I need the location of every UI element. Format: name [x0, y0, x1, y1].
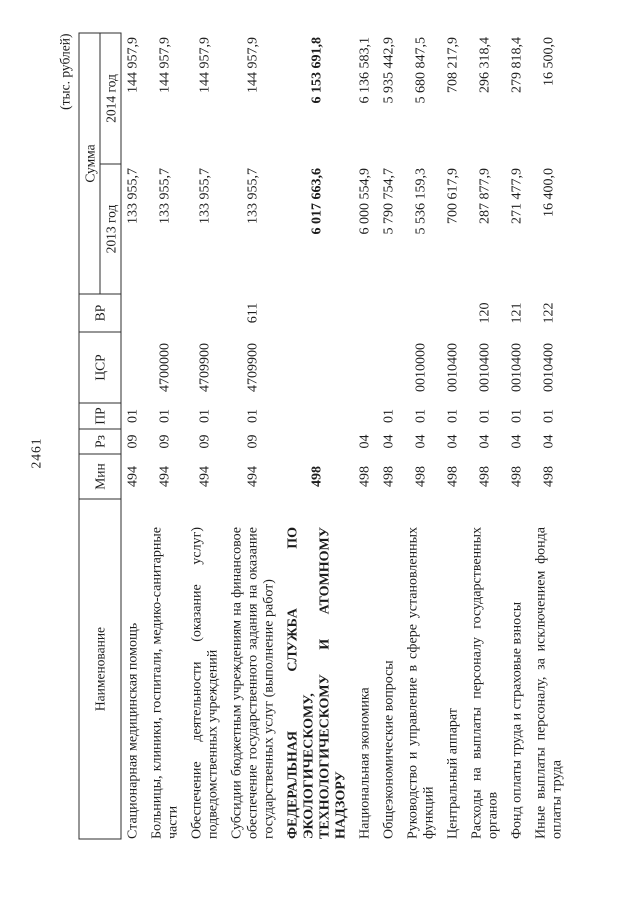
cell-name: Больницы, клиники, госпитали, медико-санитарные части — [149, 526, 180, 839]
cell-pr-code: 01 — [381, 408, 396, 423]
cell-csr-code: 0010400 — [541, 342, 556, 392]
cell-pr-code: 01 — [477, 408, 492, 423]
cell-csr-code — [281, 332, 353, 403]
cell-rz-code: 09 — [157, 434, 172, 448]
cell-name: Общеэкономические вопросы — [381, 659, 396, 839]
cell-min-code: 498 — [381, 465, 396, 487]
table-row — [465, 32, 505, 838]
cell-name: Национальная экономика — [357, 686, 372, 839]
cell-name: Фонд оплаты труда и страховые взносы — [509, 601, 524, 839]
table-row — [529, 32, 569, 838]
cell-vr-code: 611 — [245, 302, 260, 323]
cell-vr-code — [401, 294, 441, 332]
cell-amount-2014: 708 217,9 — [445, 36, 460, 93]
cell-pr-code: 01 — [445, 408, 460, 423]
cell-name: Расходы на выплаты персоналу государственных органов — [469, 526, 500, 839]
cell-amount-2014: 144 957,9 — [157, 36, 172, 93]
column-header-min: Мин — [79, 454, 121, 499]
cell-csr-code: 0010400 — [477, 342, 492, 392]
cell-csr-code — [353, 332, 377, 403]
column-header-name: Наименование — [79, 499, 121, 839]
column-header-year-2014: 2014 год — [100, 32, 121, 163]
cell-amount-2013: 287 877,9 — [477, 167, 492, 224]
cell-amount-2013: 5 790 754,7 — [381, 167, 396, 234]
cell-min-code: 494 — [157, 465, 172, 487]
column-header-rz: Рз — [79, 429, 121, 454]
cell-min-code: 498 — [445, 465, 460, 487]
cell-min-code: 498 — [509, 465, 524, 487]
cell-amount-2013: 16 400,0 — [541, 167, 556, 217]
cell-min-code: 498 — [309, 465, 324, 487]
cell-rz-code: 09 — [245, 434, 260, 448]
cell-min-code: 494 — [245, 465, 260, 487]
column-header-csr: ЦСР — [79, 332, 121, 403]
cell-amount-2013: 133 955,7 — [245, 167, 260, 224]
cell-csr-code — [377, 332, 401, 403]
cell-name: Стационарная медицинская помощь — [125, 622, 140, 839]
table-body — [121, 32, 570, 838]
table-row — [353, 32, 377, 838]
cell-amount-2014: 144 957,9 — [245, 36, 260, 93]
table-row — [225, 32, 281, 838]
cell-rz-code: 04 — [541, 434, 556, 448]
cell-amount-2013: 133 955,7 — [125, 167, 140, 224]
cell-vr-code — [353, 294, 377, 332]
cell-amount-2013: 5 536 159,3 — [413, 167, 428, 234]
cell-rz-code: 04 — [381, 434, 396, 448]
cell-vr-code — [145, 294, 185, 332]
cell-amount-2014: 16 500,0 — [541, 36, 556, 86]
cell-vr-code: 121 — [509, 302, 524, 323]
cell-amount-2014: 144 957,9 — [125, 36, 140, 93]
cell-amount-2014: 5 935 442,9 — [381, 36, 396, 103]
cell-pr-code: 01 — [197, 408, 212, 423]
cell-name: Руководство и управление в сфере установленных функций — [405, 526, 436, 839]
cell-pr-code: 01 — [541, 408, 556, 423]
cell-amount-2013: 133 955,7 — [197, 167, 212, 224]
cell-name: Субсидии бюджетным учреждениям на финансовое обеспечение государственного задания на оказание государственных услуг (выполнение работ) — [229, 526, 276, 839]
cell-rz-code: 04 — [413, 434, 428, 448]
cell-min-code: 498 — [413, 465, 428, 487]
cell-csr-code: 0010000 — [413, 342, 428, 392]
cell-amount-2013: 700 617,9 — [445, 167, 460, 224]
cell-vr-code — [281, 294, 353, 332]
cell-vr-code — [121, 294, 146, 332]
cell-amount-2014: 279 818,4 — [509, 36, 524, 93]
cell-pr-code: 01 — [509, 408, 524, 423]
table-header — [79, 32, 121, 838]
cell-csr-code: 4709900 — [245, 342, 260, 392]
cell-csr-code — [121, 332, 146, 403]
cell-pr-code — [353, 403, 377, 429]
cell-rz-code: 09 — [125, 434, 140, 448]
cell-pr-code: 01 — [245, 408, 260, 423]
table-row — [145, 32, 185, 838]
cell-vr-code: 122 — [541, 302, 556, 323]
cell-amount-2013: 133 955,7 — [157, 167, 172, 224]
cell-vr-code — [441, 294, 465, 332]
cell-amount-2013: 271 477,9 — [509, 167, 524, 224]
cell-amount-2014: 296 318,4 — [477, 36, 492, 93]
table-row — [377, 32, 401, 838]
cell-name: ФЕДЕРАЛЬНАЯ СЛУЖБА ПО ЭКОЛОГИЧЕСКОМУ, ТЕХНОЛОГИЧЕСКОМУ И АТОМНОМУ НАДЗОРУ — [285, 526, 348, 839]
table-row — [121, 32, 146, 838]
cell-rz-code: 04 — [509, 434, 524, 448]
cell-vr-code: 120 — [477, 302, 492, 323]
cell-pr-code — [281, 403, 353, 429]
budget-table — [78, 32, 569, 839]
cell-csr-code: 0010400 — [445, 342, 460, 392]
cell-amount-2014: 144 957,9 — [197, 36, 212, 93]
cell-pr-code: 01 — [157, 408, 172, 423]
column-header-sum: Сумма — [79, 32, 100, 293]
cell-amount-2013: 6 017 663,6 — [309, 167, 324, 234]
units-note: (тыс. рублей) — [57, 33, 72, 110]
cell-amount-2014: 6 153 691,8 — [309, 36, 324, 103]
table-row — [401, 32, 441, 838]
table-row — [441, 32, 465, 838]
cell-pr-code: 01 — [413, 408, 428, 423]
cell-name: Центральный аппарат — [445, 707, 460, 839]
cell-amount-2014: 5 680 847,5 — [413, 36, 428, 103]
cell-csr-code: 4709900 — [197, 342, 212, 392]
table-row — [185, 32, 225, 838]
cell-min-code: 498 — [541, 465, 556, 487]
cell-min-code: 494 — [197, 465, 212, 487]
cell-rz-code: 04 — [477, 434, 492, 448]
cell-pr-code: 01 — [125, 408, 140, 423]
table-row — [505, 32, 529, 838]
page-number: 2461 — [28, 437, 43, 468]
cell-name: Обеспечение деятельности (оказание услуг) подведомственных учреждений — [189, 526, 220, 839]
cell-vr-code — [185, 294, 225, 332]
cell-min-code: 498 — [477, 465, 492, 487]
cell-min-code: 498 — [357, 465, 372, 487]
cell-name: Иные выплаты персоналу, за исключением фонда оплаты труда — [533, 526, 564, 839]
cell-amount-2014: 6 136 583,1 — [357, 36, 372, 103]
column-header-vr: ВР — [79, 294, 121, 332]
cell-csr-code: 0010400 — [509, 342, 524, 392]
column-header-pr: ПР — [79, 403, 121, 429]
cell-vr-code — [377, 294, 401, 332]
cell-rz-code — [281, 429, 353, 454]
cell-rz-code: 09 — [197, 434, 212, 448]
cell-csr-code: 4700000 — [157, 342, 172, 392]
cell-rz-code: 04 — [357, 434, 372, 448]
table-row — [281, 32, 353, 838]
column-header-year-2013: 2013 год — [100, 164, 121, 294]
cell-rz-code: 04 — [445, 434, 460, 448]
cell-min-code: 494 — [125, 465, 140, 487]
cell-amount-2013: 6 000 554,9 — [357, 167, 372, 234]
